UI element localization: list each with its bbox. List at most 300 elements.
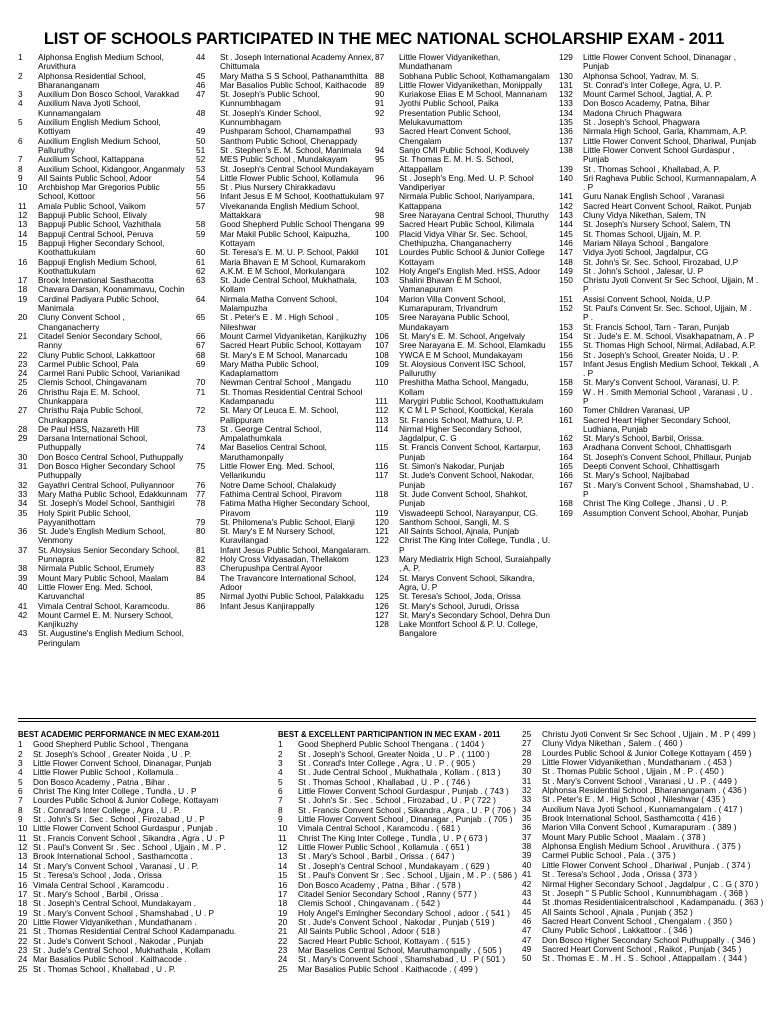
school-entry [196,360,374,379]
school-number: 128 [375,619,389,630]
school-entry [18,583,188,602]
school-number: 25 [18,377,28,388]
school-entry [18,332,188,351]
school-name: Cluny Convent School , Changanacherry [38,312,125,332]
school-name: Lourdes Public School & Junior College Kottayam [399,247,545,267]
rank-school: St . Thomas School , Khallabad , U . P . ( 746 ) [298,776,471,787]
school-number: 113 [375,414,389,425]
rank-school: St . Conrad's Inter College , Agra , U . P. [33,804,181,815]
school-number: 147 [559,247,573,258]
school-name: Mount Carmel E. M. Nursery School, Kanjikuzhy [38,609,174,630]
school-name: Auxilium Don Bosco School, Varakkad [38,89,179,100]
rank-school: St . Thomas E . M . H . S . School , Attappallam . ( 344 ) [542,953,748,964]
school-number: 9 [18,172,23,183]
school-number: 78 [196,498,206,509]
school-name: Gayathri Central School, Puliyannoor [38,479,175,490]
school-number: 150 [559,275,573,286]
school-number: 75 [196,461,206,472]
school-number: 130 [559,70,573,81]
rank-number: 10 [18,823,28,834]
rank-school: Little Flower Convent School, Dinanagar, Punjab [33,758,212,769]
school-name: St. Augustine's English Medium School, Peringulam [38,628,184,648]
rank-number: 37 [522,831,532,842]
school-name: Infant Jesus Public School, Mangalaram. [220,544,371,555]
school-entry [375,443,553,462]
school-entry [559,146,759,165]
school-name: Mar Baselios Central School, Maruthamonpally [220,442,327,462]
school-number: 63 [196,275,206,286]
school-number: 7 [18,154,23,165]
rank-number: 17 [278,888,288,899]
school-number: 126 [375,600,389,611]
school-entry [375,127,553,146]
rank-school: St . Jude's Convent School , Nakodar , Punjab [33,935,204,946]
school-name: Auxilium Nava Jyoti School, Kunnamangalam [38,98,141,118]
school-entry [375,192,553,211]
rank-school: Marion Villa Convent School , Kumarapuram . ( 389 ) [542,822,737,833]
school-name: Christhu Raja E. M. School, Chunkappara [38,386,140,406]
school-number: 141 [559,191,573,202]
school-name: Sacred Heart Public School, Kilimala [399,219,535,230]
school-name: Auxilium School, Kattappana [38,154,145,165]
school-entry [375,174,553,193]
school-name: Christu Jyoti Convent Sr Sec School, Ujjain, M . P [583,275,759,295]
school-name: St. Thomas School, Ujjain, M. P. [583,228,702,239]
school-number: 94 [375,144,385,155]
school-name: Christhu Raja Public School, Chunkappara [38,405,144,425]
school-number: 165 [559,461,573,472]
school-name: Tomer Children Varanasi, UP [583,405,690,416]
school-number: 17 [18,275,28,286]
school-number: 71 [196,386,206,397]
rank-number: 47 [522,934,532,945]
school-number: 41 [18,600,28,611]
school-name: Don Bosco Academy, Patna, Bihar [583,98,710,109]
school-number: 64 [196,293,206,304]
rank-school: St . Mary's Convent School , Varanasi , U . P . ( 449 ) [542,775,737,786]
school-number: 5 [18,117,23,128]
school-entry [18,313,188,332]
school-entry [559,276,759,295]
rank-number: 22 [18,935,28,946]
school-number: 83 [196,563,206,574]
rank-number: 6 [278,786,283,797]
school-name: Guru Nanak English School , Varanasi [583,191,724,202]
school-number: 99 [375,219,385,230]
school-name: Little Flower Convent School Gurdaspur , Punjab [583,144,735,165]
rank-school: St . John's Sr . Sec . School , Firozabad , U . P [33,814,205,825]
school-entry [196,499,374,518]
school-number: 43 [18,628,28,639]
school-name: Marion Villa Convent School, Kumarapuram, Trivandrum [399,293,506,314]
school-name: A.K.M. E M School, Morkulangara [220,265,345,276]
school-entry [196,527,374,546]
school-number: 26 [18,386,28,397]
school-entry [18,462,188,481]
school-list-column-4 [559,53,759,518]
school-name: Holy Cross Vidyasadan, Thellakom [220,554,349,565]
rank-number: 19 [18,907,28,918]
school-name: St . John's School , Jalesar, U. P [583,265,704,276]
school-number: 6 [18,135,23,146]
school-number: 119 [375,507,389,518]
school-number: 60 [196,247,206,258]
school-number: 145 [559,228,573,239]
rank-school: Christ The King Inter College , Tundla , U . P ( 673 ) [298,832,488,843]
school-name: St. Mary's School, Najibabad [583,470,690,481]
school-number: 122 [375,535,389,546]
school-name: St. Jude Central School, Mukhathala, Kollam [220,275,357,295]
school-entry [375,490,553,509]
rank-number: 24 [18,954,28,965]
school-number: 74 [196,442,206,453]
rank-school: Alphonsa Residential School , Bharananganam . ( 436 ) [542,785,747,796]
rank-number: 41 [522,869,532,880]
rank-school: Auxilium Nava Jyoti School , Kunnamangalam . ( 417 ) [542,803,743,814]
rank-school: Little Flower Vidyanikethan , Mundathanam . [33,916,197,927]
school-number: 8 [18,163,23,174]
school-number: 29 [18,433,28,444]
school-name: Nirmala Public School, Erumely [38,563,155,574]
school-number: 76 [196,479,206,490]
school-entry [196,602,374,611]
rank-number: 34 [522,803,532,814]
school-name: Notre Dame School, Chalakudy [220,479,337,490]
school-entry [375,471,553,490]
rank-school: Little Flower Public School , Kollamula . [33,767,179,778]
school-number: 2 [18,70,23,81]
school-number: 89 [375,79,385,90]
school-number: 34 [18,498,28,509]
rank-school: Carmel Public School , Pala . ( 375 ) [542,850,676,861]
school-name: St . Stephen's E. M. School, Manimala [220,144,362,155]
divider-rule [18,721,756,722]
school-number: 104 [375,293,389,304]
school-name: St. Philomena's Public School, Elanji [220,516,355,527]
rank-school: St. Joseph's School , Greater Noida , U . P. [33,748,192,759]
participation-list-continued [522,729,764,964]
rank-school: Sacred Heart Public School, Kottayam . ( 515 ) [298,935,471,946]
rank-school: Cluny Public School , Lakkattoor . ( 346 ) [542,925,693,936]
school-entry [559,416,759,435]
school-name: Cluny Public School, Lakkattoor [38,349,156,360]
rank-school: St . Teresa's School , Joda , Orissa ( 373 ) [542,869,697,880]
school-entry [559,53,759,72]
rank-school: St . Mary's Convent School , Shamshabad , U . P ( 501 ) [298,954,506,965]
school-number: 168 [559,498,573,509]
school-list-column-1 [18,53,188,648]
school-name: Bappuji Central School, Peruva [38,228,154,239]
school-number: 142 [559,200,573,211]
school-entry [375,276,553,295]
school-name: Good Shepherd Public School Thengana [220,219,371,230]
rank-number: 14 [18,860,28,871]
rank-school: St .thomas Residentialcentralschool , Kadampanadu. ( 363 ) [542,897,764,908]
rank-school: Cluny Vidya Nikethan , Salem . ( 460 ) [542,738,683,749]
school-name: St. Paul's Convent Sr. Sec. School, Ujjain, M . P . [583,303,752,323]
school-number: 24 [18,368,28,379]
rank-number: 16 [278,879,288,890]
school-name: St. Mary's School, Jurudi, Orissa [399,600,520,611]
school-list [18,52,759,710]
school-name: Bappuji Public School, Elivaly [38,210,147,221]
rank-number: 20 [278,916,288,927]
school-number: 132 [559,89,573,100]
rank-number: 2 [278,748,283,759]
school-number: 93 [375,126,385,137]
school-number: 50 [196,135,206,146]
school-name: Bappuji Higher Secondary School, Koothattukulam [38,237,165,258]
school-name: St. Thomas High School, Nirmal, Adilabad, A.P. [583,340,757,351]
school-name: Auxilium School, Kidangoor, Anganmaly [38,163,185,174]
rank-number: 12 [18,842,28,853]
rank-school: Brook International School , Sasthamcotta . [33,851,193,862]
school-name: Sacred Heart Public School, Kottayam [220,340,362,351]
school-name: Sobhana Public School, Kothamangalam [399,70,550,81]
rank-school: St . Joseph's Central School, Mundakayam . [33,898,196,909]
school-name: Auxilium English Medium School, Kottiyam [38,117,161,137]
school-name: Assumption Convent School, Abohar, Punjab [583,507,749,518]
school-number: 148 [559,256,573,267]
school-number: 62 [196,265,206,276]
school-name: St. Mary's E. M. School, Angelvaly [399,330,526,341]
school-entry [196,90,374,109]
rank-school: Sacred Heart Convent School , Raikot , Punjab ( 345 ) [542,943,742,954]
school-entry [196,313,374,332]
school-name: All Saints School, Ajnala, Punjab [399,526,519,537]
school-name: Lake Montfort School & P. U. College, Bangalore [399,619,538,639]
rank-school: Mar Basalios Public School . Kaithacode . ( 499 ) [298,963,478,974]
rank-school: St . Mary's Convent School , Varanasi , U . P. [33,860,199,871]
school-number: 39 [18,572,28,583]
school-name: Holy Angel's English Med. HSS, Adoor [399,265,541,276]
rank-number: 15 [18,870,28,881]
school-entry [375,313,553,332]
school-name: Sacred Heart Convent School, Raikot, Punjab [583,200,752,211]
school-number: 153 [559,321,573,332]
school-number: 79 [196,516,206,527]
school-number: 27 [18,405,28,416]
school-number: 136 [559,126,573,137]
school-name: St . Thomas School , Khallabad, A. P. [583,163,721,174]
school-name: St. Jude's Convent School, Nakodar, Punjab [399,470,534,490]
school-name: Kuriakose Elias E M School, Mannanam [399,89,548,100]
school-list-column-3 [375,53,553,639]
academic-rank-entry [18,965,268,974]
rank-school: Clemis School , Chingavanam . ( 542 ) [298,898,441,909]
rank-number: 40 [522,859,532,870]
school-number: 135 [559,117,573,128]
rank-school: Vimala Central School , Karamcodu . ( 681 ) [298,823,461,834]
rank-school: Christu Jyoti Convent Sr Sec School , Ujjain , M . P ( 499 ) [542,729,756,739]
school-name: MES Public School , Mundakayam [220,154,348,165]
school-name: Mar Basalios Public School, Kaithacode [220,79,367,90]
school-number: 157 [559,358,573,369]
rank-school: St . Francis Convent School , Sikandra , Agra , U . P [33,832,225,843]
rank-number: 27 [522,738,532,749]
school-entry [18,53,188,72]
school-number: 82 [196,554,206,565]
school-name: K C M L P School, Koottickal, Kerala [399,405,534,416]
school-name: Infant Jesus Kanjirappally [220,600,315,611]
rank-school: Sacred Heart Convent School , Chengalam . ( 350 ) [542,915,733,926]
school-number: 30 [18,451,28,462]
school-name: Maria Bhavan E M School, Kumarakom [220,256,366,267]
rank-school: St . Thomas Residential Central School Kadampanadu. [33,926,237,937]
school-name: Mar Makil Public School, Kaipuzha, Kottayam [220,228,351,248]
school-number: 117 [375,470,389,481]
rank-number: 21 [18,926,28,937]
rank-number: 4 [278,767,283,778]
rank-school: St . Thomas Public School , Ujjain , M . P . ( 450 ) [542,766,724,777]
school-name: Mount Carmel Vidyaniketan, Kanjikuzhy [220,330,367,341]
school-number: 115 [375,442,389,453]
rank-school: St . Francis Convent School , Sikandra , Agra , U . P ( 706 ) [298,804,516,815]
rank-number: 5 [278,776,283,787]
rank-number: 28 [522,747,532,758]
school-number: 69 [196,358,206,369]
school-number: 35 [18,507,28,518]
rank-number: 32 [522,785,532,796]
rank-number: 18 [278,898,288,909]
school-name: Alphonsa Residential School, Bharananganam [38,70,146,90]
rank-number: 11 [278,832,287,843]
school-number: 167 [559,479,573,490]
school-number: 73 [196,423,206,434]
academic-performance-list [18,730,268,974]
school-name: St . Joseph's Eng. Med. U. P. School Vandiperiyar [399,172,534,193]
school-number: 169 [559,507,573,518]
school-number: 56 [196,191,206,202]
school-name: St. Aloysious Convent ISC School, Palluruthy [399,358,526,379]
school-number: 154 [559,330,573,341]
school-number: 65 [196,312,206,323]
rank-number: 43 [522,887,532,898]
school-name: Little Flower Vidyanikethan, Monippally [399,79,543,90]
rank-number: 45 [522,906,532,917]
school-number: 100 [375,228,389,239]
school-name: Sri Raghava Public School, Kurmannapalam, A . P [583,172,756,193]
school-number: 134 [559,107,573,118]
rank-number: 25 [522,729,532,739]
school-number: 124 [375,572,389,583]
school-name: Holy Spirit Public School, Payyanithottam [38,507,131,527]
school-name: Sree Narayana E. M. School, Elamkadu [399,340,546,351]
rank-school: Mar Basalios Public School . Kaithacode . [33,954,187,965]
school-name: The Travancore International School, Adoor [220,572,357,592]
school-number: 47 [196,89,206,100]
rank-number: 3 [18,758,23,769]
school-name: St. Francis School, Tarn - Taran, Punjab [583,321,730,332]
school-entry [375,536,553,555]
school-name: Chavara Darsan, Koonammavu, Cochin [38,284,185,295]
rank-school: Don Bosco Academy , Patna , Bihar . [33,776,170,787]
school-name: Sanjo CMI Public School, Koduvely [399,144,530,155]
rank-school: All Saints Public School , Adoor ( 518 ) [298,926,441,937]
rank-school: Little Flower Vidyanikethan , Mundathanam . ( 453 ) [542,757,732,768]
school-name: Little Flower Convent School, Dhariwal, Punjab [583,135,756,146]
rank-number: 36 [522,822,532,833]
school-number: 53 [196,163,206,174]
school-entry [196,295,374,314]
school-name: Christ The King Inter College, Tundla , U. P [399,535,551,555]
school-entry [18,183,188,202]
school-number: 164 [559,451,573,462]
rank-number: 22 [278,935,288,946]
school-name: Archbishop Mar Gregorios Public School, Kottoor [38,182,160,202]
rank-number: 23 [18,944,28,955]
school-entry [375,555,553,574]
school-number: 16 [18,256,28,267]
school-name: St. Jude's English Medium School, Venmony [38,526,166,546]
school-entry [196,425,374,444]
participation-rank-entry [522,954,758,963]
rank-school: St . Thomas School , Khallabad , U . P. [33,963,176,974]
school-number: 70 [196,377,206,388]
school-number: 102 [375,265,389,276]
rank-number: 25 [278,963,288,974]
school-number: 105 [375,312,389,323]
school-name: Presentation Public School, Melukavumattom [399,107,501,128]
school-number: 127 [375,609,389,620]
school-number: 40 [18,581,28,592]
school-name: Alphonsa School, Yadrav, M. S. [583,70,699,81]
school-number: 138 [559,144,573,155]
school-number: 107 [375,340,389,351]
school-number: 77 [196,488,206,499]
school-list-column-2 [196,53,374,611]
school-name: St. Thomas E. M. H. S. School, Attappallam [399,154,514,174]
rank-number: 39 [522,850,532,861]
school-name: Sacred Heart Convent School, Chengalam [399,126,512,146]
participation-heading: BEST & EXCELLENT PARTICIPANTION IN MEC EXAM - 2011 [278,730,501,739]
rank-number: 44 [522,897,532,908]
school-entry [559,388,759,407]
rank-number: 2 [18,748,23,759]
school-entry [18,72,188,91]
rank-school: St . Paul's Convent Sr . Sec . School , Ujjain , M . P . [33,842,226,853]
school-number: 125 [375,591,389,602]
rank-school: Little Flower Public School , Kollamula . ( 651 ) [298,842,470,853]
school-name: Nirmal Higher Secondary School, Jagdalpur, C. G [399,423,522,444]
school-number: 96 [375,172,385,183]
school-name: Carmel Public School, Pala [38,358,139,369]
school-name: Nirmal Jyothi Public School, Palakkadu [220,591,364,602]
rank-school: Vimala Central School , Karamcodu . [33,879,169,890]
school-number: 42 [18,609,28,620]
school-name: St . Pius Nursery Chirakkadavu [220,182,336,193]
school-number: 121 [375,526,389,537]
rank-school: St . Joseph's School, Greater Noida , U . P . ( 1100 ) [298,748,490,759]
school-entry [18,527,188,546]
school-number: 31 [18,461,28,472]
school-entry [559,304,759,323]
school-number: 67 [196,340,206,351]
school-number: 54 [196,172,206,183]
school-name: St. Joseph's Public School, Kunnumbhagam [220,89,320,109]
school-number: 118 [375,488,389,499]
school-name: Cardinal Padiyara Public School, Manimala [38,293,159,314]
participation-rank-entry [278,965,528,974]
school-name: St. Joseph's Model School, Santhigiri [38,498,175,509]
school-number: 81 [196,544,206,555]
school-name: Citadel Senior Secondary School, Ranny [38,330,163,351]
school-number: 101 [375,247,389,258]
school-number: 1 [18,52,23,62]
school-number: 114 [375,423,389,434]
school-entry [18,118,188,137]
rank-number: 3 [278,758,283,769]
